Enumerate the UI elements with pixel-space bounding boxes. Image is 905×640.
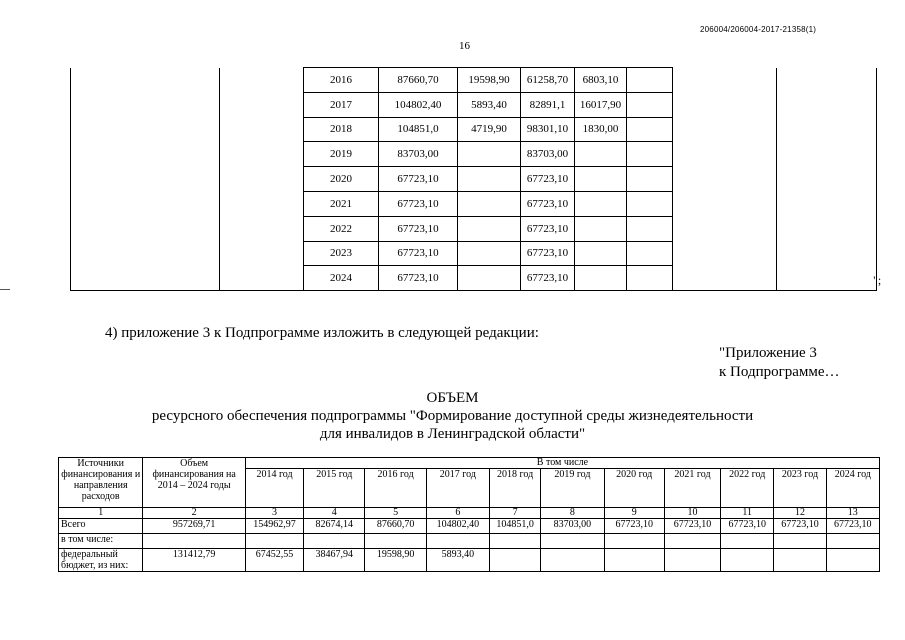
empty-cell <box>673 117 777 142</box>
empty-cell <box>220 142 304 167</box>
federal-cell <box>458 216 521 241</box>
margin-mark <box>0 289 10 290</box>
total-cell: 87660,70 <box>379 68 458 93</box>
local-cell <box>575 167 627 192</box>
empty-cell <box>627 191 673 216</box>
local-cell <box>575 216 627 241</box>
empty-cell <box>777 142 877 167</box>
column-number: 8 <box>541 508 604 519</box>
year-cell: 2022 <box>304 216 379 241</box>
empty-cell <box>220 92 304 117</box>
local-cell <box>575 191 627 216</box>
appendix-reference <box>719 344 840 382</box>
empty-cell <box>71 266 220 291</box>
federal-cell <box>458 191 521 216</box>
regional-cell: 61258,70 <box>521 68 575 93</box>
header-year-1: 2015 год <box>304 469 365 508</box>
empty-cell <box>71 142 220 167</box>
document-id: 206004/206004-2017-21358(1) <box>700 25 817 34</box>
total-cell: 104802,40 <box>379 92 458 117</box>
empty-cell <box>627 241 673 266</box>
empty-cell <box>673 191 777 216</box>
local-cell: 16017,90 <box>575 92 627 117</box>
value-cell <box>365 534 426 549</box>
local-cell: 6803,10 <box>575 68 627 93</box>
table-row <box>59 549 880 572</box>
value-cell: 5893,40 <box>426 549 489 572</box>
header-year-6: 2020 год <box>604 469 664 508</box>
total-cell: 67723,10 <box>379 167 458 192</box>
empty-cell <box>777 68 877 93</box>
empty-cell <box>71 241 220 266</box>
empty-cell <box>777 117 877 142</box>
empty-cell <box>777 92 877 117</box>
value-cell <box>721 549 774 572</box>
column-number: 2 <box>143 508 245 519</box>
federal-cell: 4719,90 <box>458 117 521 142</box>
header-year-3: 2017 год <box>426 469 489 508</box>
value-cell <box>426 534 489 549</box>
header-year-9: 2023 год <box>774 469 826 508</box>
year-cell: 2023 <box>304 241 379 266</box>
column-number: 13 <box>826 508 879 519</box>
appendix-line-1: "Приложение 3 <box>719 345 817 361</box>
top-table-row <box>71 68 877 93</box>
empty-cell <box>220 266 304 291</box>
regional-cell: 67723,10 <box>521 216 575 241</box>
value-cell <box>304 534 365 549</box>
value-cell: 131412,79 <box>143 549 245 572</box>
top-table-row <box>71 167 877 192</box>
value-cell: 19598,90 <box>365 549 426 572</box>
empty-cell <box>627 142 673 167</box>
value-cell <box>664 549 720 572</box>
value-cell <box>774 549 826 572</box>
value-cell <box>604 549 664 572</box>
top-table-row <box>71 216 877 241</box>
empty-cell <box>777 266 877 291</box>
federal-cell <box>458 142 521 167</box>
regional-cell: 67723,10 <box>521 241 575 266</box>
header-year-2: 2016 год <box>365 469 426 508</box>
column-number: 12 <box>774 508 826 519</box>
value-cell: 67723,10 <box>604 519 664 534</box>
value-cell <box>143 534 245 549</box>
value-cell <box>664 534 720 549</box>
value-cell: 67723,10 <box>774 519 826 534</box>
column-number: 3 <box>245 508 303 519</box>
regional-cell: 67723,10 <box>521 167 575 192</box>
value-cell <box>826 549 879 572</box>
empty-cell <box>71 216 220 241</box>
empty-cell <box>627 266 673 291</box>
value-cell <box>490 549 541 572</box>
total-cell: 104851,0 <box>379 117 458 142</box>
title-line-2: ресурсного обеспечения подпрограммы "Формирование доступной среды жизнедеятельности <box>151 408 754 424</box>
value-cell: 154962,97 <box>245 519 303 534</box>
empty-cell <box>673 92 777 117</box>
value-cell: 957269,71 <box>143 519 245 534</box>
empty-cell <box>627 117 673 142</box>
value-cell: 38467,94 <box>304 549 365 572</box>
empty-cell <box>220 167 304 192</box>
federal-cell: 5893,40 <box>458 92 521 117</box>
regional-cell: 82891,1 <box>521 92 575 117</box>
title-line-3: для инвалидов в Ленинградской области" <box>319 426 586 442</box>
header-year-5: 2019 год <box>541 469 604 508</box>
header-year-8: 2022 год <box>721 469 774 508</box>
empty-cell <box>71 68 220 93</box>
empty-cell <box>220 241 304 266</box>
year-cell: 2016 <box>304 68 379 93</box>
local-cell <box>575 241 627 266</box>
federal-cell <box>458 266 521 291</box>
empty-cell <box>627 92 673 117</box>
top-table-row <box>71 92 877 117</box>
total-cell: 67723,10 <box>379 266 458 291</box>
empty-cell <box>673 216 777 241</box>
regional-cell: 83703,00 <box>521 142 575 167</box>
value-cell: 82674,14 <box>304 519 365 534</box>
closing-quote-mark: "; <box>873 273 882 287</box>
resource-volume-table <box>58 457 880 572</box>
year-cell: 2021 <box>304 191 379 216</box>
year-cell: 2017 <box>304 92 379 117</box>
federal-cell <box>458 167 521 192</box>
regional-cell: 98301,10 <box>521 117 575 142</box>
regional-cell: 67723,10 <box>521 191 575 216</box>
value-cell: 67723,10 <box>664 519 720 534</box>
empty-cell <box>627 167 673 192</box>
empty-cell <box>777 167 877 192</box>
column-number: 9 <box>604 508 664 519</box>
value-cell: 67723,10 <box>721 519 774 534</box>
value-cell <box>541 549 604 572</box>
header-row-1 <box>59 458 880 469</box>
table-row <box>59 534 880 549</box>
local-cell <box>575 266 627 291</box>
empty-cell <box>673 142 777 167</box>
local-cell: 1830,00 <box>575 117 627 142</box>
value-cell <box>604 534 664 549</box>
empty-cell <box>673 266 777 291</box>
column-number: 5 <box>365 508 426 519</box>
column-number: 7 <box>490 508 541 519</box>
empty-cell <box>220 216 304 241</box>
empty-cell <box>627 216 673 241</box>
value-cell <box>721 534 774 549</box>
year-cell: 2020 <box>304 167 379 192</box>
instruction-item-4: 4) приложение 3 к Подпрограмме изложить в следующей редакции: <box>105 325 539 341</box>
column-number-row <box>59 508 880 519</box>
row-label: в том числе: <box>59 534 143 549</box>
value-cell <box>490 534 541 549</box>
empty-cell <box>777 191 877 216</box>
empty-cell <box>220 117 304 142</box>
header-year-10: 2024 год <box>826 469 879 508</box>
regional-cell: 67723,10 <box>521 266 575 291</box>
total-cell: 67723,10 <box>379 241 458 266</box>
total-cell: 67723,10 <box>379 191 458 216</box>
value-cell <box>826 534 879 549</box>
value-cell: 87660,70 <box>365 519 426 534</box>
top-table-row <box>71 241 877 266</box>
empty-cell <box>71 191 220 216</box>
year-cell: 2024 <box>304 266 379 291</box>
top-table-row <box>71 117 877 142</box>
empty-cell <box>71 92 220 117</box>
value-cell <box>541 534 604 549</box>
page-number: 16 <box>459 40 470 52</box>
empty-cell <box>673 68 777 93</box>
year-cell: 2018 <box>304 117 379 142</box>
empty-cell <box>673 241 777 266</box>
column-number: 11 <box>721 508 774 519</box>
row-label: Всего <box>59 519 143 534</box>
header-sources: Источники финансирования и направления расходов <box>59 458 143 508</box>
row-label: федеральный бюджет, из них: <box>59 549 143 572</box>
total-cell: 67723,10 <box>379 216 458 241</box>
empty-cell <box>220 68 304 93</box>
value-cell <box>774 534 826 549</box>
appendix-line-2: к Подпрограмме… <box>719 364 840 380</box>
value-cell: 83703,00 <box>541 519 604 534</box>
value-cell: 67452,55 <box>245 549 303 572</box>
header-year-7: 2021 год <box>664 469 720 508</box>
value-cell: 104802,40 <box>426 519 489 534</box>
empty-cell <box>673 167 777 192</box>
column-number: 10 <box>664 508 720 519</box>
header-year-0: 2014 год <box>245 469 303 508</box>
federal-cell: 19598,90 <box>458 68 521 93</box>
value-cell: 67723,10 <box>826 519 879 534</box>
column-number: 6 <box>426 508 489 519</box>
empty-cell <box>777 241 877 266</box>
title-line-1: ОБЪЕМ <box>426 390 479 406</box>
empty-cell <box>220 191 304 216</box>
empty-cell <box>777 216 877 241</box>
funding-continuation-table <box>70 67 877 291</box>
federal-cell <box>458 241 521 266</box>
year-cell: 2019 <box>304 142 379 167</box>
column-number: 1 <box>59 508 143 519</box>
empty-cell <box>627 68 673 93</box>
header-total-volume: Объем финансирования на 2014 – 2024 годы <box>143 458 245 508</box>
header-including: В том числе <box>245 458 879 469</box>
column-number: 4 <box>304 508 365 519</box>
section-title <box>0 389 905 443</box>
local-cell <box>575 142 627 167</box>
header-year-4: 2018 год <box>490 469 541 508</box>
value-cell: 104851,0 <box>490 519 541 534</box>
empty-cell <box>71 117 220 142</box>
table-row <box>59 519 880 534</box>
empty-cell <box>71 167 220 192</box>
total-cell: 83703,00 <box>379 142 458 167</box>
value-cell <box>245 534 303 549</box>
top-table-row <box>71 191 877 216</box>
top-table-row <box>71 142 877 167</box>
top-table-row <box>71 266 877 291</box>
